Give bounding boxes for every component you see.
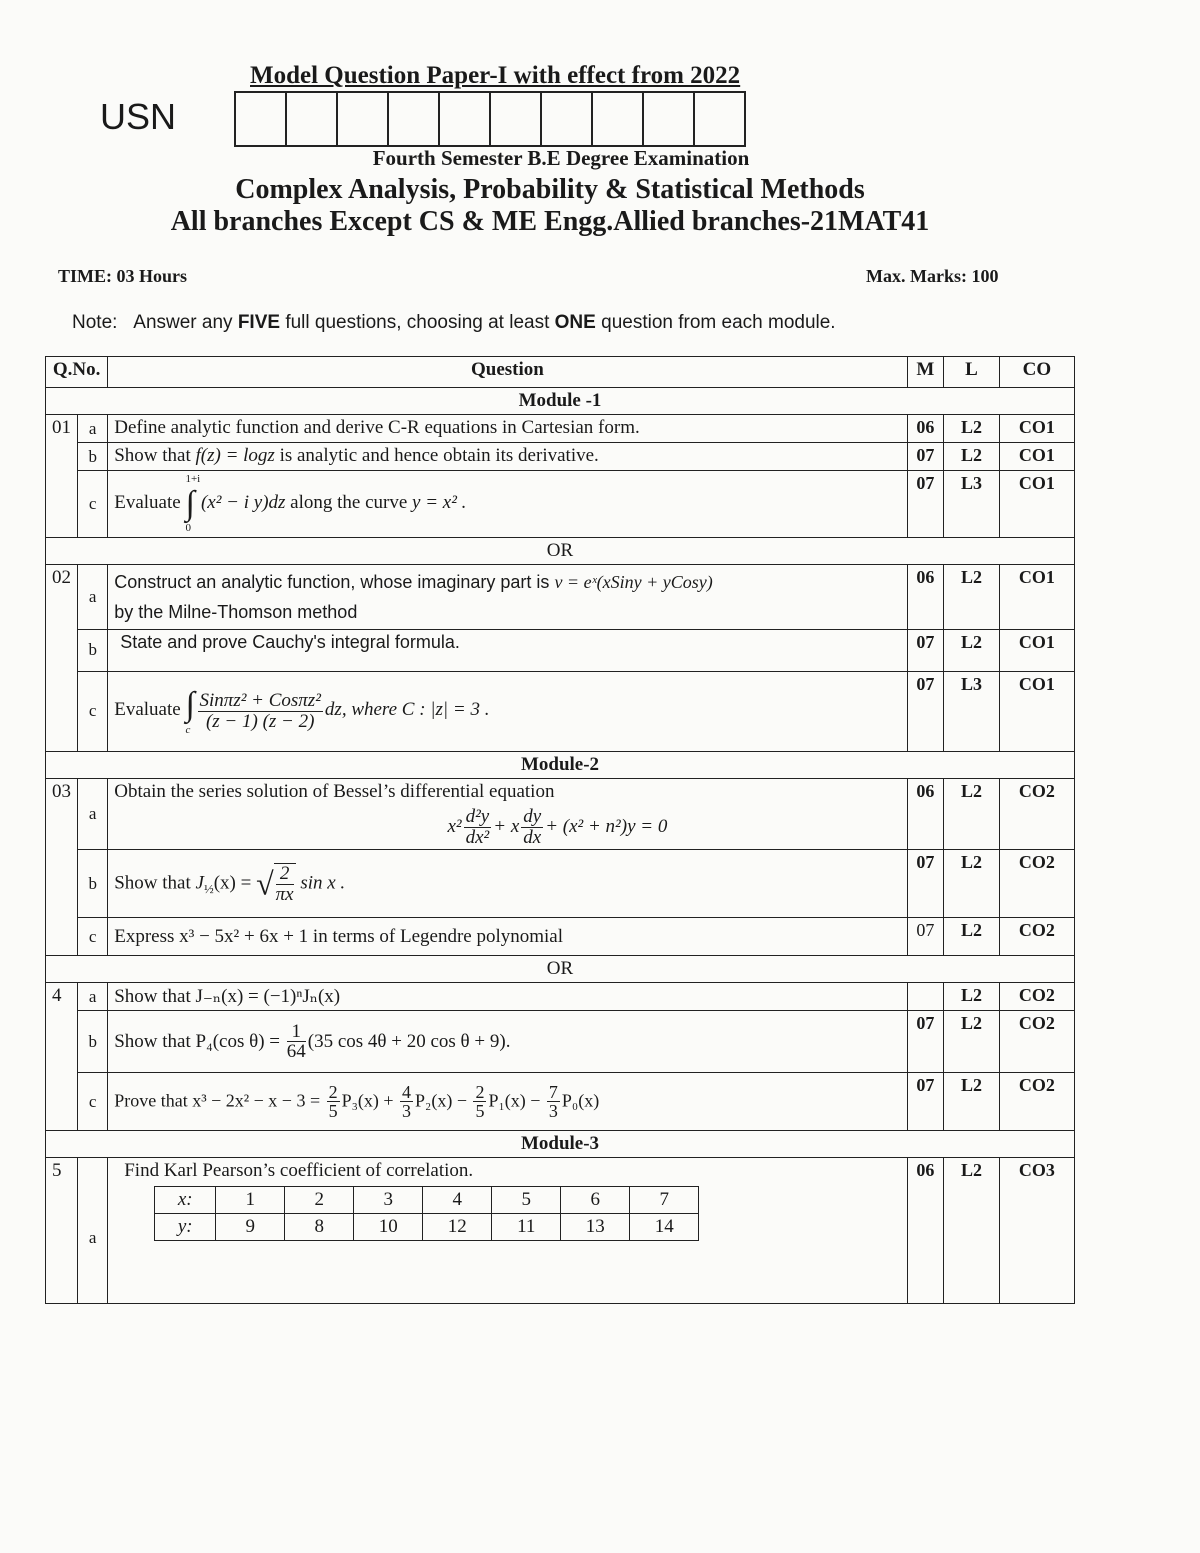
q1c-integrand: (x² − i y)dz <box>200 492 286 514</box>
eq-tail: + (x² + n²)y = 0 <box>545 815 668 837</box>
integral-sign: ∫ <box>185 485 195 523</box>
question-4b <box>108 1011 907 1073</box>
x-value: 3 <box>354 1187 423 1214</box>
module-row <box>46 751 1075 778</box>
sub-label: b <box>78 1011 108 1073</box>
y-row <box>155 1214 699 1241</box>
dx: dx <box>523 826 542 848</box>
sub-label: b <box>78 850 108 918</box>
lower-limit: 0 <box>185 522 191 535</box>
y-value: 11 <box>492 1214 561 1241</box>
frac-3 <box>473 1083 486 1122</box>
q2c-numerator: Sinπz² + Cosπz² <box>199 689 321 711</box>
sub-label: b <box>78 443 108 471</box>
frac-1 <box>327 1083 340 1122</box>
table-row <box>46 1158 1075 1304</box>
x-value: 2 <box>285 1187 354 1214</box>
root-num: 2 <box>276 864 294 885</box>
course-outcome: CO2 <box>999 1011 1074 1073</box>
question-table <box>45 356 1075 1304</box>
dy: dy <box>523 805 542 827</box>
level: L2 <box>944 778 1000 850</box>
radical-sign: √ <box>256 865 274 902</box>
level: L2 <box>944 564 1000 629</box>
q2c-denominator: (z − 1) (z − 2) <box>205 710 315 732</box>
t4: P₀(x) <box>561 1090 600 1111</box>
qno-03: 03 <box>46 778 78 956</box>
course-outcome: CO1 <box>999 415 1074 443</box>
q2a-line2: by the Milne-Thomson method <box>114 601 358 622</box>
q3b-J: J <box>195 872 204 894</box>
note-label: Note: <box>72 312 118 333</box>
x-value: 7 <box>630 1187 699 1214</box>
usn-digit-box[interactable] <box>593 93 644 145</box>
q4b-num: 1 <box>287 1022 306 1043</box>
header-level: L <box>944 357 1000 388</box>
note-one: ONE <box>554 312 596 333</box>
f4d: 3 <box>548 1101 558 1122</box>
subject-heading: Complex Analysis, Probability & Statistical Methods <box>235 174 865 205</box>
dy-dx <box>521 807 543 848</box>
question-3b <box>108 850 907 918</box>
x-value: 5 <box>492 1187 561 1214</box>
marks: 07 <box>907 629 943 671</box>
branches-heading: All branches Except CS & ME Engg.Allied branches-21MAT41 <box>170 206 930 237</box>
d2y-dx2 <box>464 807 492 848</box>
usn-digit-box[interactable] <box>287 93 338 145</box>
header-marks: M <box>907 357 943 388</box>
question-3c: Express x³ − 5x² + 6x + 1 in terms of Legendre polynomial <box>108 918 907 956</box>
sub-label: b <box>78 629 108 671</box>
q3b-post: sin x . <box>295 872 346 894</box>
max-marks: Max. Marks: 100 <box>866 266 999 286</box>
f1n: 2 <box>328 1081 338 1102</box>
course-outcome: CO2 <box>999 1073 1074 1131</box>
root-fraction <box>276 864 294 905</box>
q3b-mid: (x) = <box>213 872 257 894</box>
marks: 06 <box>907 1158 943 1304</box>
xy-data-table <box>154 1186 699 1241</box>
usn-boxes[interactable] <box>234 91 746 147</box>
f3d: 5 <box>475 1101 485 1122</box>
y-value: 13 <box>561 1214 630 1241</box>
y-value: 14 <box>630 1214 699 1241</box>
table-row <box>46 471 1075 538</box>
course-outcome: CO2 <box>999 850 1074 918</box>
table-row <box>46 1011 1075 1073</box>
y-value: 9 <box>216 1214 285 1241</box>
question-1c <box>108 471 907 538</box>
level: L2 <box>944 918 1000 956</box>
marks <box>907 983 943 1011</box>
question-5a <box>108 1158 907 1304</box>
usn-digit-box[interactable] <box>644 93 695 145</box>
qno-02: 02 <box>46 564 78 751</box>
q3b-J-sub: ½ <box>203 881 214 897</box>
usn-label: USN <box>100 96 177 137</box>
sub-label: c <box>78 918 108 956</box>
usn-digit-box[interactable] <box>389 93 440 145</box>
header-qno: Q.No. <box>46 357 108 388</box>
usn-digit-box[interactable] <box>491 93 542 145</box>
module-1-heading: Module -1 <box>46 388 1075 415</box>
bessel-equation <box>114 807 900 848</box>
marks: 07 <box>907 1011 943 1073</box>
upper-limit: 1+i <box>185 473 201 485</box>
dx2: dx² <box>465 826 490 848</box>
frac-4 <box>547 1083 560 1122</box>
sub-label: c <box>78 471 108 538</box>
course-outcome: CO2 <box>999 983 1074 1011</box>
q2c-fraction <box>198 691 323 732</box>
question-1b <box>108 443 907 471</box>
level: L3 <box>944 471 1000 538</box>
root-den: πx <box>275 883 294 905</box>
table-row <box>46 983 1075 1011</box>
course-outcome: CO1 <box>999 471 1074 538</box>
q1b-post: is analytic and hence obtain its derivative. <box>274 445 599 466</box>
t3: P₁(x) − <box>488 1090 545 1111</box>
course-outcome: CO2 <box>999 778 1074 850</box>
usn-digit-box[interactable] <box>440 93 491 145</box>
x-value: 6 <box>561 1187 630 1214</box>
usn-digit-box[interactable] <box>338 93 389 145</box>
frac-2 <box>400 1083 413 1122</box>
marks: 07 <box>907 671 943 751</box>
table-row <box>46 564 1075 629</box>
q1c-pre: Evaluate <box>114 492 181 514</box>
q4c-pre: Prove that x³ − 2x² − x − 3 = <box>114 1090 325 1111</box>
marks: 06 <box>907 564 943 629</box>
course-outcome: CO2 <box>999 918 1074 956</box>
q2c-dz: dz <box>324 699 342 721</box>
marks: 07 <box>907 471 943 538</box>
module-3-heading: Module-3 <box>46 1131 1075 1158</box>
sub-label: c <box>78 1073 108 1131</box>
paper-title: Model Question Paper-I with effect from 2022 <box>250 62 741 89</box>
level: L3 <box>944 671 1000 751</box>
x-label: x: <box>155 1187 216 1214</box>
course-outcome: CO1 <box>999 443 1074 471</box>
usn-digit-box[interactable] <box>236 93 287 145</box>
question-2b: State and prove Cauchy's integral formula. <box>108 629 907 671</box>
q5a-text: Find Karl Pearson’s coefficient of correlation. <box>124 1160 474 1182</box>
note-five: FIVE <box>237 312 281 333</box>
q1b-pre: Show that <box>114 445 196 466</box>
f3n: 2 <box>475 1081 485 1102</box>
level: L2 <box>944 415 1000 443</box>
table-row <box>46 629 1075 671</box>
or-separator: OR <box>46 956 1075 983</box>
f2n: 4 <box>402 1081 412 1102</box>
table-row <box>46 415 1075 443</box>
t1: P₃(x) + <box>341 1090 399 1111</box>
question-2c <box>108 671 907 751</box>
level: L2 <box>944 1011 1000 1073</box>
marks: 06 <box>907 778 943 850</box>
x-value: 4 <box>423 1187 492 1214</box>
course-outcome: CO1 <box>999 564 1074 629</box>
y-value: 12 <box>423 1214 492 1241</box>
semester-heading: Fourth Semester B.E Degree Examination <box>372 146 750 170</box>
table-row <box>46 918 1075 956</box>
sub-label: a <box>78 778 108 850</box>
square-root <box>256 863 296 905</box>
table-row <box>46 443 1075 471</box>
qno-01: 01 <box>46 415 78 538</box>
q4b-post: (35 cos 4θ + 20 cos θ + 9). <box>307 1030 511 1052</box>
table-header-row <box>46 357 1075 388</box>
level: L2 <box>944 850 1000 918</box>
contour-integral <box>185 686 194 735</box>
sub-label: a <box>78 415 108 443</box>
q3b-pre: Show that <box>114 872 196 894</box>
or-separator: OR <box>46 537 1075 564</box>
level: L2 <box>944 1073 1000 1131</box>
f1d: 5 <box>328 1101 338 1122</box>
instructions-note <box>72 312 836 334</box>
qno-4: 4 <box>46 983 78 1131</box>
level: L2 <box>944 983 1000 1011</box>
qno-5: 5 <box>46 1158 78 1304</box>
question-1a: Define analytic function and derive C-R equations in Cartesian form. <box>108 415 907 443</box>
q2a-expr: v = eˣ(xSiny + yCosy) <box>554 571 713 592</box>
eq-x2: x² <box>447 815 462 837</box>
or-row <box>46 537 1075 564</box>
header-co: CO <box>999 357 1074 388</box>
q4b-den: 64 <box>286 1041 306 1063</box>
usn-digit-box[interactable] <box>695 93 744 145</box>
f4n: 7 <box>548 1081 558 1102</box>
q1b-expr: f(z) = logz <box>195 445 275 466</box>
level: L2 <box>944 629 1000 671</box>
marks: 07 <box>907 1073 943 1131</box>
level: L2 <box>944 1158 1000 1304</box>
x-value: 1 <box>216 1187 285 1214</box>
x-row <box>155 1187 699 1214</box>
t2: P₂(x) − <box>415 1090 472 1111</box>
level: L2 <box>944 443 1000 471</box>
q2c-pre: Evaluate <box>114 699 181 721</box>
table-row <box>46 778 1075 850</box>
integral-sign: ∫ <box>185 686 195 724</box>
question-4a: Show that J₋ₙ(x) = (−1)ⁿJₙ(x) <box>108 983 907 1011</box>
d2y: d²y <box>465 805 490 827</box>
integral-limits <box>185 473 200 535</box>
marks: 07 <box>907 918 943 956</box>
table-row <box>46 1073 1075 1131</box>
or-row <box>46 956 1075 983</box>
q1c-curve: y = x² . <box>412 492 467 514</box>
header-question: Question <box>108 357 907 388</box>
module-row <box>46 1131 1075 1158</box>
usn-digit-box[interactable] <box>542 93 593 145</box>
sub-label: a <box>78 983 108 1011</box>
contour-label: c <box>185 723 191 736</box>
course-outcome: CO3 <box>999 1158 1074 1304</box>
y-label: y: <box>155 1214 216 1241</box>
y-value: 8 <box>285 1214 354 1241</box>
y-value: 10 <box>354 1214 423 1241</box>
eq-plus-x: + x <box>493 815 520 837</box>
note-pre: Answer any <box>133 312 238 333</box>
course-outcome: CO1 <box>999 629 1074 671</box>
module-row <box>46 388 1075 415</box>
q3a-text: Obtain the series solution of Bessel’s differential equation <box>114 780 555 802</box>
marks: 07 <box>907 443 943 471</box>
q2c-post: , where C : |z| = 3 . <box>341 699 490 721</box>
marks: 06 <box>907 415 943 443</box>
note-post: question from each module. <box>595 312 836 333</box>
q1c-post: along the curve <box>285 492 413 514</box>
sub-label: c <box>78 671 108 751</box>
q2a-line1: Construct an analytic function, whose imaginary part is <box>114 571 555 592</box>
marks: 07 <box>907 850 943 918</box>
question-4c <box>108 1073 907 1131</box>
course-outcome: CO1 <box>999 671 1074 751</box>
question-3a <box>108 778 907 850</box>
sub-label: a <box>78 1158 108 1304</box>
f2d: 3 <box>402 1101 412 1122</box>
note-mid: full questions, choosing at least <box>280 312 555 333</box>
sub-label: a <box>78 564 108 629</box>
q4b-pre: Show that P₄(cos θ) = <box>114 1030 285 1052</box>
table-row <box>46 671 1075 751</box>
exam-time: TIME: 03 Hours <box>58 266 188 286</box>
module-2-heading: Module-2 <box>46 751 1075 778</box>
q4b-fraction <box>287 1022 306 1063</box>
table-row <box>46 850 1075 918</box>
question-2a <box>108 564 907 629</box>
